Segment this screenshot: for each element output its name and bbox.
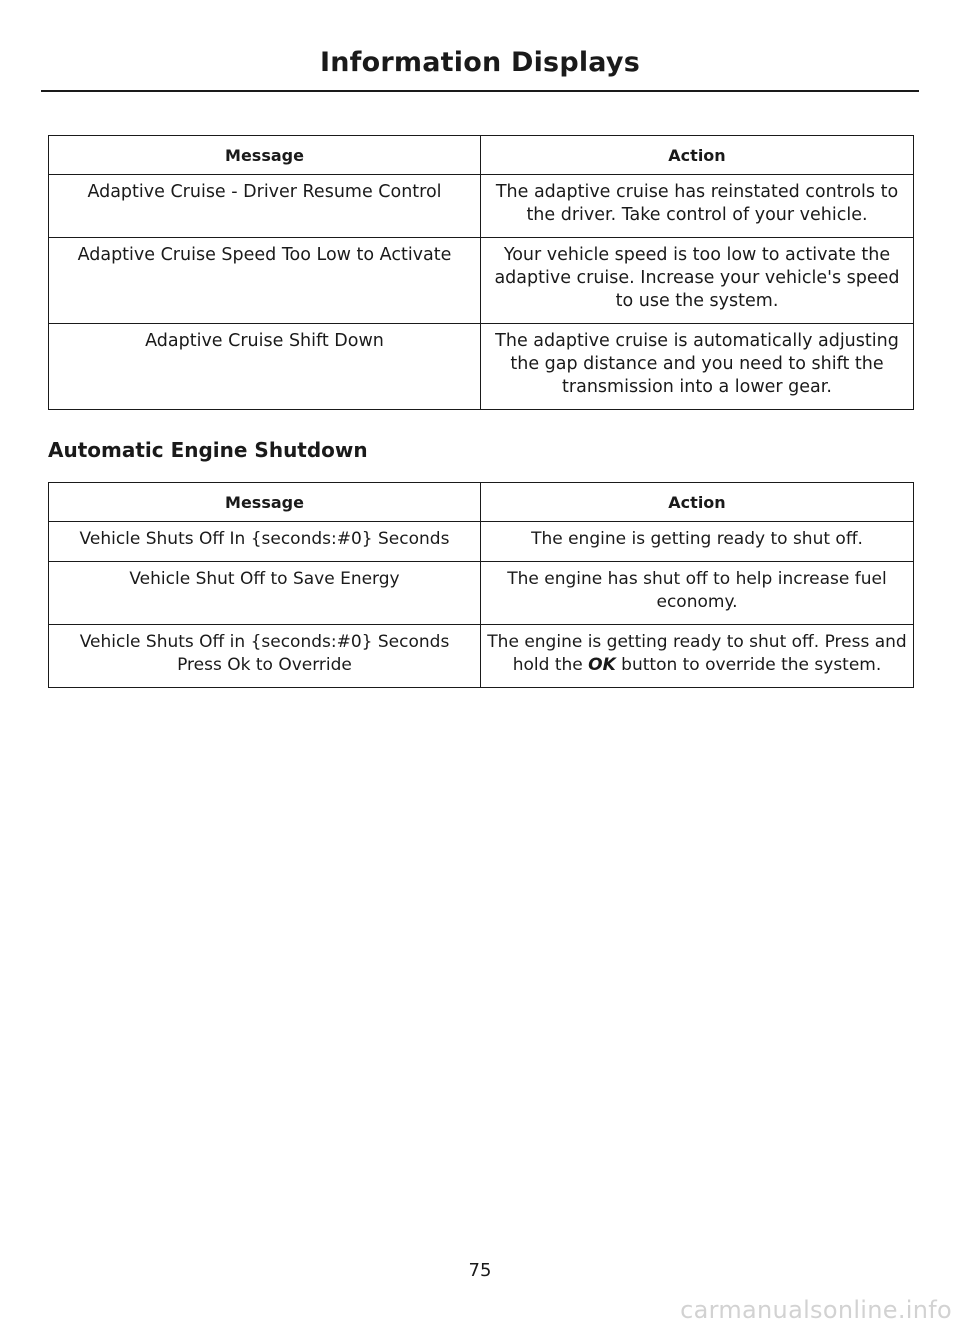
action-text-before: The engine is getting ready to shut off. Press and hold the	[487, 632, 907, 675]
action-cell: The adaptive cruise has reinstated controls to the driver. Take control of your vehicle.	[481, 175, 914, 238]
action-cell: The engine has shut off to help increase fuel economy.	[481, 562, 914, 625]
message-cell: Adaptive Cruise Speed Too Low to Activate	[49, 238, 481, 324]
column-header-action: Action	[481, 483, 914, 522]
message-cell: Adaptive Cruise - Driver Resume Control	[49, 175, 481, 238]
action-cell: Your vehicle speed is too low to activate the adaptive cruise. Increase your vehicle's speed to use the system.	[481, 238, 914, 324]
message-cell: Vehicle Shut Off to Save Energy	[49, 562, 481, 625]
adaptive-cruise-messages-table	[48, 135, 914, 410]
table-header-row	[49, 136, 914, 175]
ok-button-label: OK	[588, 655, 616, 675]
message-cell: Adaptive Cruise Shift Down	[49, 324, 481, 410]
action-cell: The engine is getting ready to shut off.	[481, 522, 914, 562]
action-text-after: button to override the system.	[615, 655, 882, 675]
table-row	[49, 522, 914, 562]
table-row	[49, 324, 914, 410]
page-header	[41, 44, 919, 92]
page-title: Information Displays	[320, 47, 640, 78]
table-row	[49, 238, 914, 324]
table-row	[49, 625, 914, 688]
action-cell	[481, 625, 914, 688]
column-header-action: Action	[481, 136, 914, 175]
engine-shutdown-messages-table	[48, 482, 914, 688]
table-header-row	[49, 483, 914, 522]
table-row	[49, 175, 914, 238]
page-number: 75	[468, 1260, 492, 1281]
watermark: carmanualsonline.info	[680, 1296, 952, 1324]
table-row	[49, 562, 914, 625]
section-heading: Automatic Engine Shutdown	[48, 438, 368, 462]
message-cell: Vehicle Shuts Off In {seconds:#0} Seconds	[49, 522, 481, 562]
column-header-message: Message	[49, 136, 481, 175]
message-cell: Vehicle Shuts Off in {seconds:#0} Seconds Press Ok to Override	[49, 625, 481, 688]
column-header-message: Message	[49, 483, 481, 522]
action-cell: The adaptive cruise is automatically adjusting the gap distance and you need to shift the transmission into a lower gear.	[481, 324, 914, 410]
